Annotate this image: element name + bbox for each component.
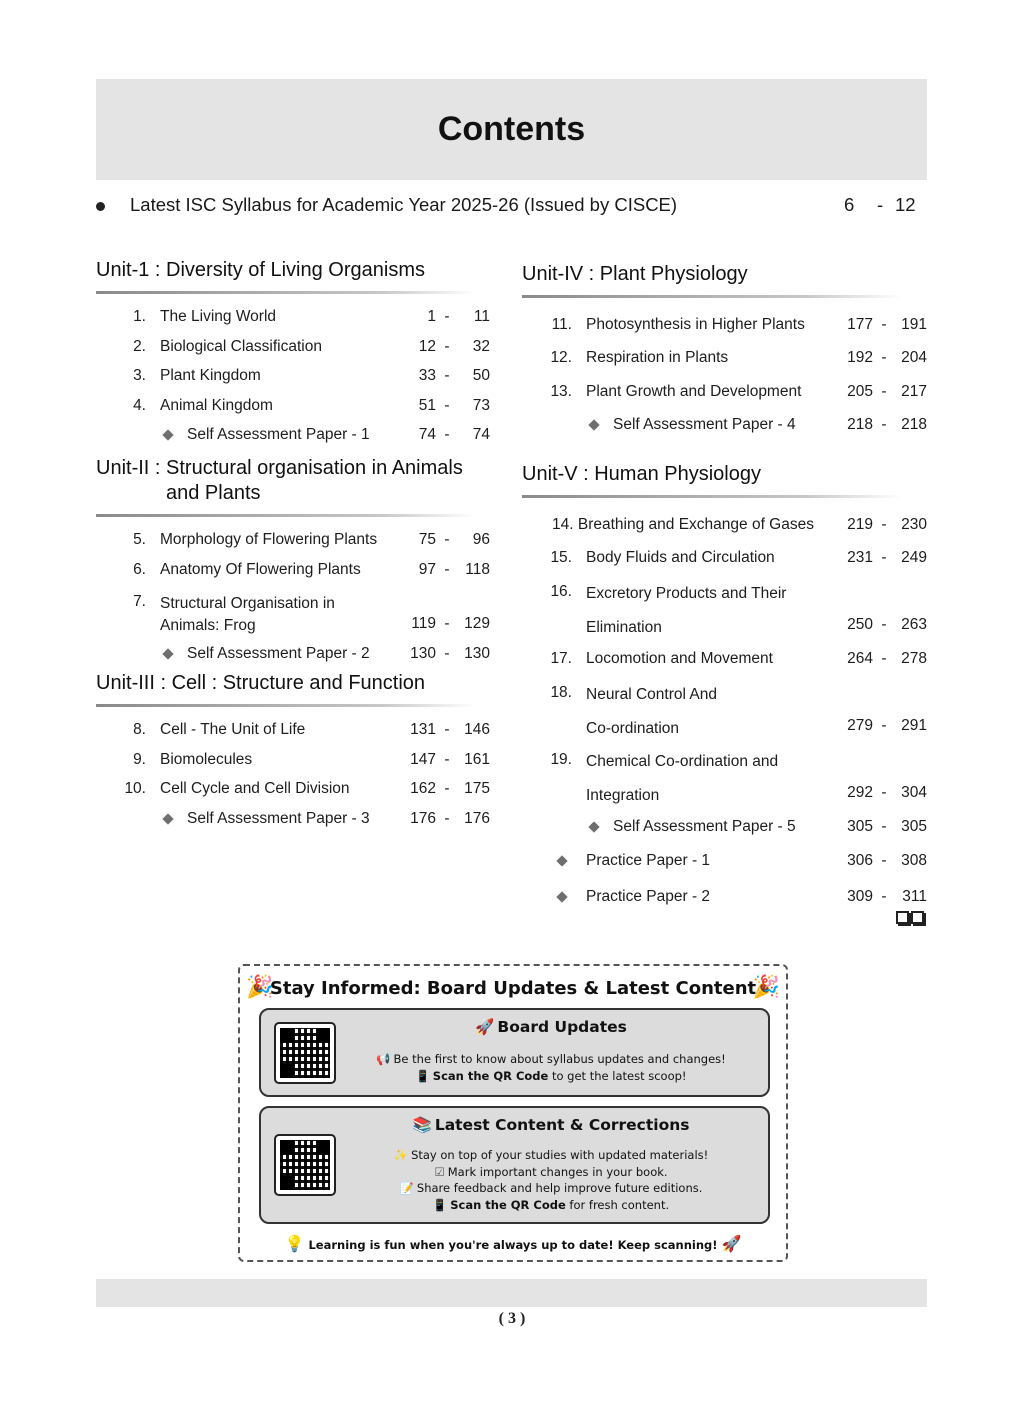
page-range [833,784,927,802]
range-dash: - [444,426,450,443]
unit-heading [96,258,500,283]
page-from: 279 [847,717,873,734]
page-from: 75 [418,531,436,548]
chapter-title [586,678,717,746]
unit-heading-line2: and Plants [166,482,261,504]
page-range [396,751,490,769]
latest-content-line1: ✨ Stay on top of your studies with updated materials! [393,1148,709,1162]
toc-row [96,561,490,583]
page-from: 74 [418,426,436,443]
page-to: 311 [902,888,927,905]
unit-heading [96,456,500,506]
range-dash: - [881,616,887,633]
page-from: 12 [418,338,436,355]
chapter-title: Photosynthesis in Higher Plants [586,316,805,333]
chapter-number: 15. [550,549,572,566]
unit-items [522,316,927,464]
chapter-title: Biomolecules [160,751,253,768]
unit-divider [96,291,476,294]
toc-row-assessment [96,810,490,832]
unit-items [96,308,500,472]
page-range [833,852,927,870]
chapter-number: 11. [551,316,572,333]
page-from: 119 [411,615,436,632]
diamond-bullet-icon [162,429,173,440]
page-title: Contents [437,110,586,148]
page-to: 32 [472,338,490,355]
end-marker-icon [896,911,928,925]
chapter-number: 2. [133,338,146,355]
range-dash: - [881,888,887,905]
diamond-bullet-icon [588,821,599,832]
unit-items [96,531,500,681]
page-range [833,383,927,401]
page-from: 147 [410,751,436,768]
page-to: 305 [901,818,927,835]
megaphone-icon: 📢 [376,1052,391,1066]
rocket-icon: 🚀 [721,1234,742,1253]
page-from: 264 [847,650,873,667]
page-from: 176 [410,810,436,827]
latest-content-panel [259,1106,770,1224]
unit-heading-line1: Unit-V : Human Physiology [522,463,761,485]
page-to: 73 [472,397,490,414]
unit-section [96,258,500,294]
page-range [396,397,490,415]
syllabus-page-from: 6 [844,194,855,215]
chapter-number: 6. [133,561,146,578]
unit-divider [522,495,902,498]
latest-content-heading: 📚 Latest Content & Corrections [412,1116,690,1134]
range-dash: - [881,717,887,734]
page-range [833,316,927,334]
syllabus-page-dash: - [877,194,884,215]
page-to: 161 [464,751,490,768]
page-range [833,516,927,534]
chapter-number: 10. [124,780,146,797]
latest-content-line3: 📝 Share feedback and help improve future editions. [399,1181,703,1195]
page-to: 96 [472,531,490,548]
info-box-footer: 💡 Learning is fun when you're always up to date! Keep scanning! 🚀 [284,1234,742,1253]
contents-right-column [522,262,927,936]
page-to: 118 [465,561,490,578]
toc-row [96,751,490,773]
toc-row [522,316,927,338]
toc-row [96,308,490,330]
practice-paper-title: Practice Paper - 1 [586,852,711,869]
chapter-title: The Living World [160,308,277,325]
page-to: 74 [472,426,490,443]
page-to: 291 [901,717,927,734]
chapter-number: 1. [133,308,146,325]
chapter-number: 5. [133,531,146,548]
chapter-number: 3. [133,367,146,384]
diamond-bullet-icon [162,813,173,824]
range-dash: - [881,650,887,667]
chapter-title [586,577,786,645]
chapter-title [552,516,814,534]
diamond-bullet-icon [556,855,567,866]
latest-content-line2: ☑ Mark important changes in your book. [434,1165,668,1179]
page-to: 249 [901,549,927,566]
stay-informed-box [238,964,788,1262]
chapter-title: Cell - The Unit of Life [160,721,306,738]
chapter-title-line1: Excretory Products and Their [586,585,787,602]
page-from: 33 [418,367,436,384]
page-to: 218 [901,416,927,433]
toc-row [522,650,927,672]
page-to: 176 [464,810,490,827]
unit-section [96,456,500,517]
assessment-title: Self Assessment Paper - 2 [187,645,370,662]
page-from: 305 [847,818,873,835]
chapter-title-line2: Co-ordination [586,720,680,737]
toc-row [96,397,490,419]
chapter-title: Plant Growth and Development [586,383,802,400]
rocket-icon: 🚀 [475,1018,495,1036]
range-dash: - [444,751,450,768]
range-dash: - [444,645,450,662]
page-range [396,338,490,356]
latest-content-line4: 📱 Scan the QR Code for fresh content. [432,1198,670,1212]
board-updates-panel [259,1008,770,1097]
toc-row [96,721,490,743]
unit-heading-line1: Unit-1 : Diversity of Living Organisms [96,259,425,281]
unit-section [522,462,927,498]
toc-row [96,593,490,637]
page-range [833,818,927,836]
page-to: 175 [464,780,490,797]
range-dash: - [881,349,887,366]
page-from: 162 [410,780,436,797]
page-to: 11 [473,308,490,325]
syllabus-row [96,192,927,220]
party-popper-icon: 🎉 [752,974,780,999]
syllabus-page-to: 12 [895,194,916,215]
range-dash: - [444,397,450,414]
chapter-title: Morphology of Flowering Plants [160,531,378,548]
title-band [96,79,927,180]
toc-row-assessment [96,645,490,667]
page-range [396,367,490,385]
chapter-title-line2: Elimination [586,619,662,636]
range-dash: - [881,818,887,835]
sparkles-icon: ✨ [393,1148,409,1162]
board-updates-heading: 🚀 Board Updates [475,1018,627,1036]
page-from: 1 [427,308,436,325]
chapter-title: Locomotion and Movement [586,650,773,667]
contents-left-column [96,258,500,861]
check-icon: ☑ [434,1165,445,1179]
page-to: 50 [472,367,490,384]
unit-heading [522,462,927,487]
page-range [833,616,927,634]
page-to: 278 [901,650,927,667]
practice-paper-title: Practice Paper - 2 [586,888,711,905]
page-range [396,810,490,828]
page-to: 191 [901,316,927,333]
toc-row-assessment [96,426,490,448]
range-dash: - [444,810,450,827]
chapter-title-line2: Integration [586,787,660,804]
page-from: 231 [847,549,873,566]
diamond-bullet-icon [556,891,567,902]
page-range [396,426,490,444]
toc-row [522,549,927,571]
toc-row [522,583,927,639]
range-dash: - [444,561,450,578]
assessment-title: Self Assessment Paper - 4 [613,416,796,433]
page-range [833,349,927,367]
chapter-title-line1: Chemical Co-ordination and [586,753,779,770]
chapter-title-line1: Structural Organisation in [160,595,335,612]
chapter-number: 12. [550,349,572,366]
page-to: 263 [901,616,927,633]
page-range [396,531,490,549]
page-to: 204 [901,349,927,366]
page-from: 130 [410,645,436,662]
page-from: 205 [847,383,873,400]
range-dash: - [881,549,887,566]
toc-row [96,367,490,389]
range-dash: - [444,721,450,738]
range-dash: - [444,338,450,355]
unit-heading-line1: Unit-II : Structural organisation in Animals [96,457,463,479]
page-range [396,615,490,633]
page-to: 304 [901,784,927,801]
unit-items [522,516,927,936]
assessment-title: Self Assessment Paper - 5 [613,818,796,835]
page-from: 306 [847,852,873,869]
chapter-title-line1: Neural Control And [586,686,717,703]
page-from: 309 [847,888,873,905]
toc-row [522,383,927,405]
page-from: 51 [418,397,436,414]
range-dash: - [881,784,887,801]
board-updates-line1: 📢 Be the first to know about syllabus updates and changes! [376,1052,726,1066]
chapter-title-line2: Animals: Frog [160,617,256,634]
range-dash: - [881,852,887,869]
page-range [396,780,490,798]
chapter-number: 17. [550,650,572,667]
lightbulb-icon: 💡 [284,1234,305,1253]
toc-row [522,516,927,538]
chapter-title-text: Breathing and Exchange of Gases [577,516,814,533]
chapter-title: Body Fluids and Circulation [586,549,775,566]
toc-row-practice [522,852,927,874]
page-to: 308 [901,852,927,869]
page-to: 230 [901,516,927,533]
unit-heading-line1: Unit-IV : Plant Physiology [522,263,748,285]
unit-section [96,671,500,707]
chapter-title: Animal Kingdom [160,397,273,414]
books-icon: 📚 [412,1116,432,1134]
page-range [833,717,927,735]
range-dash: - [881,316,887,333]
syllabus-label: Latest ISC Syllabus for Academic Year 2025-26 (Issued by CISCE) [130,194,678,215]
unit-heading-line1: Unit-III : Cell : Structure and Function [96,672,426,694]
qr-code[interactable] [274,1022,336,1084]
toc-row [522,751,927,807]
chapter-number: 18. [550,684,572,701]
chapter-title: Respiration in Plants [586,349,729,366]
page-range [833,416,927,434]
toc-row [96,338,490,360]
page-from: 292 [847,784,873,801]
toc-row-assessment [522,818,927,840]
assessment-title: Self Assessment Paper - 1 [187,426,370,443]
unit-section [522,262,927,298]
party-popper-icon: 🎉 [246,974,274,999]
page-from: 250 [847,616,873,633]
info-box-title: Stay Informed: Board Updates & Latest Content [269,978,757,999]
page-to: 130 [464,645,490,662]
chapter-number: 9. [133,751,146,768]
page-range [396,645,490,663]
page-range [833,549,927,567]
page-range [396,308,490,326]
chapter-number: 8. [133,721,146,738]
chapter-number: 16. [550,583,572,600]
diamond-bullet-icon [162,648,173,659]
board-updates-line2: 📱 Scan the QR Code to get the latest scoop! [415,1069,687,1083]
page-from: 192 [847,349,873,366]
unit-divider [522,295,902,298]
page-to: 129 [464,615,490,632]
phone-icon: 📱 [415,1069,430,1083]
page-from: 131 [410,721,436,738]
page-to: 217 [901,383,927,400]
diamond-bullet-icon [588,419,599,430]
range-dash: - [881,383,887,400]
bullet-icon [96,202,105,211]
page-from: 218 [847,416,873,433]
range-dash: - [881,416,887,433]
range-dash: - [444,308,450,325]
chapter-title: Anatomy Of Flowering Plants [160,561,361,578]
toc-row-practice [522,888,927,910]
page-from: 97 [418,561,436,578]
page-number: ( 3 ) [498,1310,526,1327]
unit-items [96,721,500,861]
toc-row [96,780,490,802]
page-to: 146 [464,721,490,738]
assessment-title: Self Assessment Paper - 3 [187,810,370,827]
chapter-number: 13. [550,383,572,400]
chapter-number: 14. [552,516,574,533]
range-dash: - [444,531,450,548]
toc-row [522,684,927,740]
toc-row-assessment [522,416,927,438]
unit-heading [96,671,500,696]
page-range [833,650,927,668]
range-dash: - [444,780,450,797]
chapter-title [160,593,335,637]
phone-icon: 📱 [432,1198,448,1212]
memo-icon: 📝 [399,1181,414,1195]
page-range [396,561,490,579]
chapter-number: 19. [550,751,572,768]
chapter-title [586,745,778,813]
toc-row [96,531,490,553]
range-dash: - [444,615,450,632]
unit-heading [522,262,927,287]
chapter-title: Plant Kingdom [160,367,261,384]
qr-code[interactable] [274,1134,336,1196]
unit-divider [96,704,476,707]
chapter-number: 4. [133,397,146,414]
toc-row [522,349,927,371]
chapter-number: 7. [133,593,146,610]
page-from: 219 [847,516,873,533]
range-dash: - [881,516,887,533]
page-from: 177 [847,316,873,333]
page-range [833,888,927,906]
range-dash: - [444,367,450,384]
unit-divider [96,514,476,517]
footer-band [96,1279,927,1307]
page-range [396,721,490,739]
chapter-title: Biological Classification [160,338,322,355]
chapter-title: Cell Cycle and Cell Division [160,780,350,797]
